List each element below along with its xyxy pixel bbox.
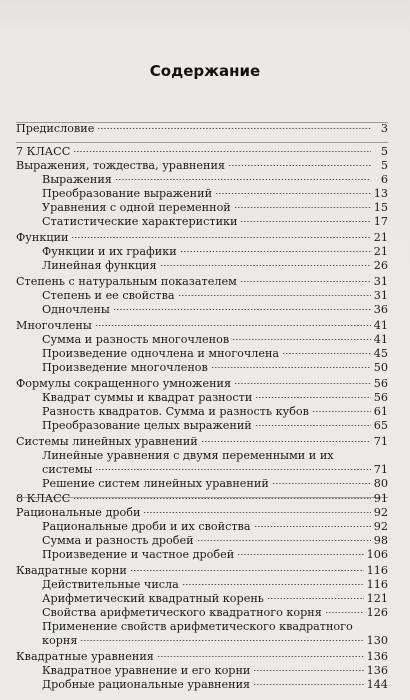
toc-entry-line1: Линейные уравнения с двумя переменными и их xyxy=(42,449,334,462)
toc-entry: Рациональные дроби 92 xyxy=(16,506,388,519)
toc-entry: Предисловие 3 xyxy=(16,122,388,135)
toc-entry: Арифметический квадратный корень 121 xyxy=(42,592,388,605)
toc-entry: Статистические характеристики 17 xyxy=(42,215,388,228)
toc-entry: Выражения 6 xyxy=(42,173,388,186)
toc-entry: Квадратные корни 116 xyxy=(16,564,388,577)
page-title: Содержание xyxy=(149,62,261,80)
toc-entry: Функции 21 xyxy=(16,231,388,244)
toc-entry: Дробные рациональные уравнения 144 xyxy=(42,678,388,691)
toc-entry: Степень и ее свойства 31 xyxy=(42,289,388,302)
toc-entry: Действительные числа 116 xyxy=(42,578,388,591)
toc-entry: Сумма и разность дробей 98 xyxy=(42,534,388,547)
divider xyxy=(16,142,388,143)
toc-entry: Уравнения с одной переменной 15 xyxy=(42,201,388,214)
toc-entry: Линейная функция 26 xyxy=(42,259,388,272)
toc-entry: Разность квадратов. Сумма и разность кубов 61 xyxy=(42,405,388,418)
toc-entry: Степень с натуральным показателем 31 xyxy=(16,275,388,288)
toc-entry: Рациональные дроби и их свойства 92 xyxy=(42,520,388,533)
toc-entry: Произведение одночлена и многочлена 45 xyxy=(42,347,388,360)
toc-entry: Квадратное уравнение и его корни 136 xyxy=(42,664,388,677)
toc-entry: системы 71 xyxy=(42,463,388,476)
toc-entry: Функции и их графики 21 xyxy=(42,245,388,258)
toc-entry: Системы линейных уравнений 71 xyxy=(16,435,388,448)
toc-entry: Произведение многочленов 50 xyxy=(42,361,388,374)
toc-entry: Решение систем линейных уравнений 80 xyxy=(42,477,388,490)
toc-entry: Выражения, тождества, уравнения 5 xyxy=(16,159,388,172)
toc-entry: Квадрат суммы и квадрат разности 56 xyxy=(42,391,388,404)
toc-entry: 8 КЛАСС 91 xyxy=(16,492,388,505)
toc-entry: Преобразование выражений 13 xyxy=(42,187,388,200)
toc-entry: Произведение и частное дробей 106 xyxy=(42,548,388,561)
toc-entry: Квадратные уравнения 136 xyxy=(16,650,388,663)
toc-entry: Преобразование целых выражений 65 xyxy=(42,419,388,432)
toc-entry: корня 130 xyxy=(42,634,388,647)
toc-entry: 7 КЛАСС 5 xyxy=(16,145,388,158)
bleed-through-texture xyxy=(20,6,390,66)
toc-entry: Сумма и разность многочленов 41 xyxy=(42,333,388,346)
toc-entry: Формулы сокращенного умножения 56 xyxy=(16,377,388,390)
toc-entry: Свойства арифметического квадратного корня 126 xyxy=(42,606,388,619)
toc-entry: Одночлены 36 xyxy=(42,303,388,316)
toc-entry-line1: Применение свойств арифметического квадратного xyxy=(42,620,353,633)
toc-entry: Многочлены 41 xyxy=(16,319,388,332)
